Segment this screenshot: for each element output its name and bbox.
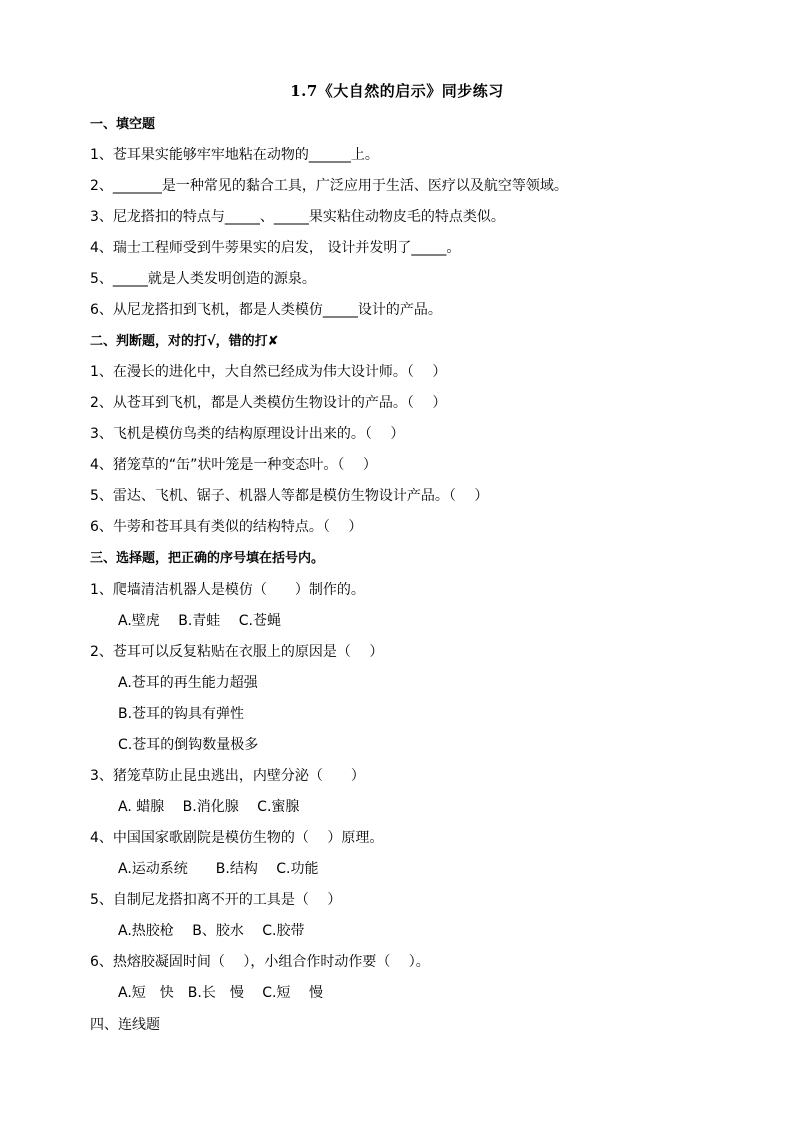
true-false-question: 6、牛蒡和苍耳具有类似的结构特点。（ ）	[90, 519, 363, 535]
fill-blank-question: 4、瑞士工程师受到牛蒡果实的启发， 设计并发明了_____。	[90, 240, 461, 256]
true-false-question: 5、雷达、飞机、锯子、机器人等都是模仿生物设计产品。（ ）	[90, 488, 489, 504]
fill-blank-question: 2、_______是一种常见的黏合工具，广泛应用于生活、医疗以及航空等领域。	[90, 178, 568, 194]
fill-blank-question: 3、尼龙搭扣的特点与_____、_____果实粘住动物皮毛的特点类似。	[90, 209, 505, 225]
choice-options: A. 蜡腺 B.消化腺 C.蜜腺	[118, 799, 300, 815]
true-false-question: 4、猪笼草的“缶”状叶笼是一种变态叶。（ ）	[90, 457, 377, 473]
section-heading-fill-blank: 一、填空题	[90, 117, 156, 132]
true-false-question: 1、在漫长的进化中，大自然已经成为伟大设计师。（ ）	[90, 364, 447, 380]
choice-options: A.壁虎 B.青蛙 C.苍蝇	[118, 613, 281, 629]
page-title: 1.7《大自然的启示》同步练习	[290, 82, 504, 100]
choice-question-stem: 1、爬墙清洁机器人是模仿（ ）制作的。	[90, 582, 365, 598]
choice-question-stem: 5、自制尼龙搭扣离不开的工具是（ ）	[90, 892, 342, 908]
choice-question-stem: 6、热熔胶凝固时间（ ），小组合作时动作要（ ）。	[90, 954, 430, 970]
section-heading-matching: 四、连线题	[90, 1017, 160, 1033]
choice-option: A.苍耳的再生能力超强	[118, 675, 258, 691]
fill-blank-question: 6、从尼龙搭扣到飞机，都是人类模仿_____设计的产品。	[90, 302, 442, 318]
choice-option: B.苍耳的钩具有弹性	[118, 706, 245, 722]
true-false-question: 3、飞机是模仿鸟类的结构原理设计出来的。（ ）	[90, 426, 405, 442]
choice-options: A.运动系统 B.结构 C.功能	[118, 861, 319, 877]
choice-options: A.短 快 B.长 慢 C.短 慢	[118, 985, 323, 1001]
section-heading-true-false: 二、判断题，对的打√，错的打✘	[90, 334, 279, 349]
true-false-question: 2、从苍耳到飞机，都是人类模仿生物设计的产品。（ ）	[90, 395, 447, 411]
fill-blank-question: 1、苍耳果实能够牢牢地粘在动物的______上。	[90, 147, 379, 163]
choice-question-stem: 3、猪笼草防止昆虫逃出，内壁分泌（ ）	[90, 768, 365, 784]
choice-question-stem: 4、中国国家歌剧院是模仿生物的（ ）原理。	[90, 830, 384, 846]
choice-question-stem: 2、苍耳可以反复粘贴在衣服上的原因是（ ）	[90, 644, 384, 660]
choice-options: A.热胶枪 B、胶水 C.胶带	[118, 923, 305, 939]
choice-option: C.苍耳的倒钩数量极多	[118, 737, 259, 753]
section-heading-multiple-choice: 三、选择题，把正确的序号填在括号内。	[90, 551, 325, 566]
fill-blank-question: 5、_____就是人类发明创造的源泉。	[90, 271, 316, 287]
